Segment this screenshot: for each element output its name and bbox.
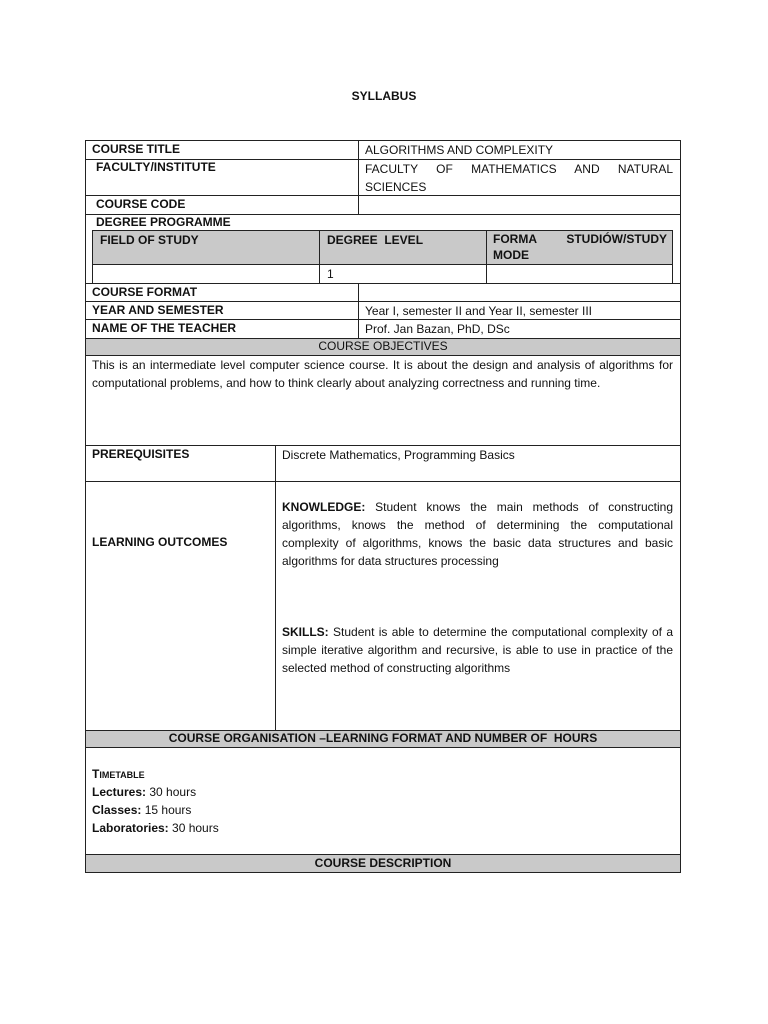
knowledge-label: KNOWLEDGE: [282, 500, 366, 514]
timetable-rest: IMETABLE [99, 770, 145, 780]
skills-label: SKILLS: [282, 625, 329, 639]
skills-text: Student is able to determine the computational complexity of a simple iterative algorithm and recursive, is able to use in practice of the selected method of constructing algorithms [282, 625, 673, 675]
study-mode-header: FORMA STUDIÓW/STUDY MODE [493, 232, 667, 262]
skills-paragraph [282, 623, 673, 677]
organisation-header: COURSE ORGANISATION –LEARNING FORMAT AND NUMBER OF HOURS [168, 731, 598, 745]
column-divider [358, 283, 359, 339]
description-header: COURSE DESCRIPTION [314, 856, 452, 870]
degree-level-value: 1 [327, 267, 334, 281]
page-title: SYLLABUS [351, 89, 417, 103]
prerequisites-label: PREREQUISITES [92, 447, 190, 461]
course-title-value: ALGORITHMS AND COMPLEXITY [365, 143, 554, 157]
objectives-header: COURSE OBJECTIVES [318, 339, 448, 353]
learning-outcomes-label: LEARNING OUTCOMES [92, 535, 228, 549]
prerequisites-value: Discrete Mathematics, Programming Basics [282, 448, 515, 462]
lectures-label: Lectures: [92, 785, 147, 799]
subtable-divider [319, 230, 320, 284]
course-title-label: COURSE TITLE [92, 142, 181, 156]
subtable-value-row [92, 264, 673, 284]
degree-level-header: DEGREE LEVEL [327, 233, 424, 247]
knowledge-text: Student knows the main methods of constructing algorithms, knows the method of determining the computational complexity of algorithms, knows the basic data structures and basic algorithms for data structures processing [282, 500, 673, 568]
knowledge-paragraph [282, 498, 673, 570]
labs-value: 30 hours [172, 821, 219, 835]
labs-label: Laboratories: [92, 821, 169, 835]
course-code-label: COURSE CODE [96, 197, 186, 211]
timetable-heading [92, 765, 145, 784]
year-semester-label: YEAR AND SEMESTER [92, 303, 224, 317]
faculty-value: FACULTY OF MATHEMATICS AND NATURAL SCIENCES [365, 162, 673, 194]
labs-line [92, 819, 219, 837]
teacher-label: NAME OF THE TEACHER [92, 321, 236, 335]
classes-line [92, 801, 191, 819]
teacher-value: Prof. Jan Bazan, PhD, DSc [365, 322, 510, 336]
objectives-text: This is an intermediate level computer science course. It is about the design and analysis of algorithms for computational problems, and how to think clearly about analyzing correctness and running time. [92, 358, 673, 390]
lectures-value: 30 hours [149, 785, 197, 799]
year-semester-value: Year I, semester II and Year II, semester III [365, 304, 593, 318]
column-divider [358, 140, 359, 215]
field-of-study-header: FIELD OF STUDY [100, 233, 199, 247]
subtable-divider [486, 230, 487, 284]
classes-value: 15 hours [144, 803, 192, 817]
lectures-line [92, 783, 196, 801]
degree-programme-label: DEGREE PROGRAMME [96, 215, 231, 229]
course-format-label: COURSE FORMAT [92, 285, 198, 299]
timetable-first-letter: T [92, 767, 100, 781]
classes-label: Classes: [92, 803, 142, 817]
faculty-label: FACULTY/INSTITUTE [96, 160, 216, 174]
